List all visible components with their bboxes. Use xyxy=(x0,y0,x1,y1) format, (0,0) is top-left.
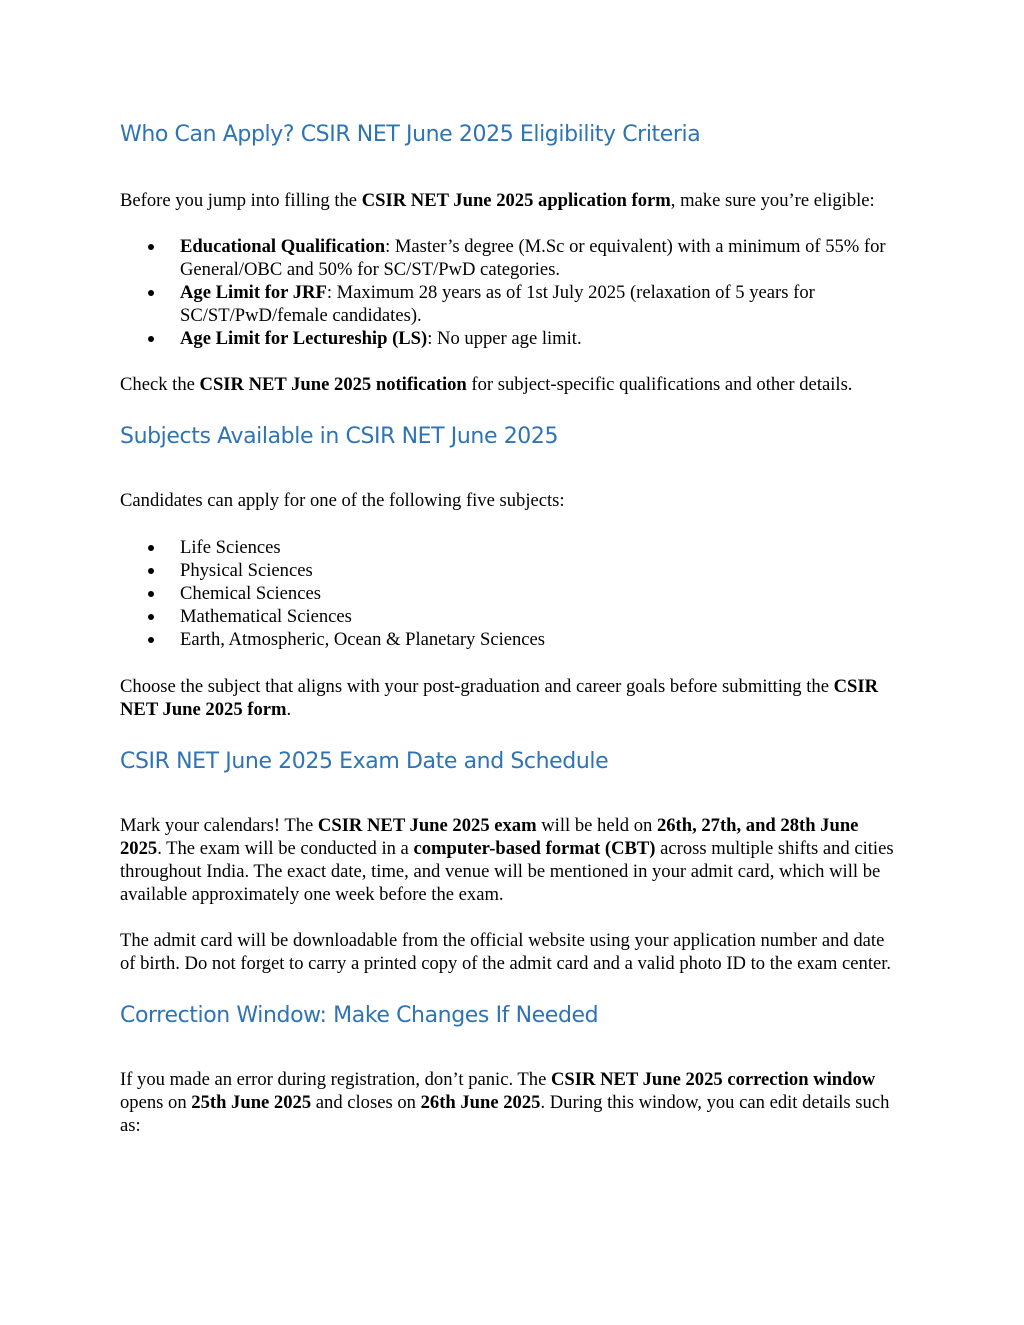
text: Check the xyxy=(120,374,200,395)
list-item: Chemical Sciences xyxy=(180,582,900,605)
bold-text: CSIR NET June 2025 exam xyxy=(317,815,537,836)
document-page xyxy=(120,118,900,1137)
bold-text: CSIR NET June 2025 form xyxy=(120,676,879,720)
text: . During this window, you can edit details such as: xyxy=(120,1092,890,1136)
schedule-heading: CSIR NET June 2025 Exam Date and Schedule xyxy=(120,749,609,774)
list-item: Life Sciences xyxy=(180,536,900,559)
bold-text: Educational Qualification xyxy=(180,236,386,257)
text: opens on xyxy=(120,1092,192,1113)
list-item xyxy=(180,235,900,281)
subjects-heading: Subjects Available in CSIR NET June 2025 xyxy=(120,424,559,449)
text: : Maximum 28 years as of 1st July 2025 (relaxation of 5 years for SC/ST/PwD/female candidates). xyxy=(180,282,815,326)
text: Before you jump into filling the xyxy=(120,190,362,211)
list-item: Mathematical Sciences xyxy=(180,605,900,628)
eligibility-list xyxy=(120,235,900,350)
text: Mark your calendars! The xyxy=(120,815,318,836)
bold-text: CSIR NET June 2025 notification xyxy=(199,374,467,395)
schedule-paragraph-1 xyxy=(120,814,900,906)
bold-text: 25th June 2025 xyxy=(191,1092,312,1113)
subjects-outro xyxy=(120,675,900,721)
text: If you made an error during registration, don’t panic. The xyxy=(120,1069,551,1090)
subjects-intro: Candidates can apply for one of the following five subjects: xyxy=(120,490,565,511)
text: Choose the subject that aligns with your post-graduation and career goals before submitting the xyxy=(120,676,834,697)
bold-text: computer-based format (CBT) xyxy=(413,838,656,859)
eligibility-outro xyxy=(120,373,900,396)
bold-text: CSIR NET June 2025 correction window xyxy=(550,1069,876,1090)
bold-text: Age Limit for JRF xyxy=(180,282,327,303)
eligibility-heading: Who Can Apply? CSIR NET June 2025 Eligibility Criteria xyxy=(120,122,701,147)
text: : No upper age limit. xyxy=(427,328,582,349)
schedule-paragraph-2: The admit card will be downloadable from the official website using your application number and date of birth. Do not forget to carry a printed copy of the admit card and a valid photo ID to the exam center. xyxy=(120,930,892,974)
text: and closes on xyxy=(311,1092,421,1113)
text: for subject-specific qualifications and other details. xyxy=(466,374,853,395)
correction-paragraph xyxy=(120,1068,900,1137)
list-item xyxy=(180,327,900,350)
list-item xyxy=(180,281,900,327)
list-item: Physical Sciences xyxy=(180,559,900,582)
eligibility-intro xyxy=(120,189,900,212)
text: . xyxy=(286,699,292,720)
subjects-list xyxy=(120,536,900,651)
text: : Master’s degree (M.Sc or equivalent) with a minimum of 55% for General/OBC and 50% for SC/ST/PwD categories. xyxy=(180,236,886,280)
text: . The exam will be conducted in a xyxy=(157,838,414,859)
correction-heading: Correction Window: Make Changes If Needed xyxy=(120,1003,599,1028)
text: across multiple shifts and cities throughout India. The exact date, time, and venue will be mentioned in your admit card, which will be available approximately one week before the exam. xyxy=(120,838,894,905)
bold-text: 26th, 27th, and 28th June 2025 xyxy=(120,815,859,859)
bold-text: 26th June 2025 xyxy=(420,1092,541,1113)
text: will be held on xyxy=(536,815,657,836)
list-item: Earth, Atmospheric, Ocean & Planetary Sciences xyxy=(180,628,900,651)
text: , make sure you’re eligible: xyxy=(670,190,875,211)
bold-text: CSIR NET June 2025 application form xyxy=(361,190,671,211)
bold-text: Age Limit for Lectureship (LS) xyxy=(180,328,428,349)
